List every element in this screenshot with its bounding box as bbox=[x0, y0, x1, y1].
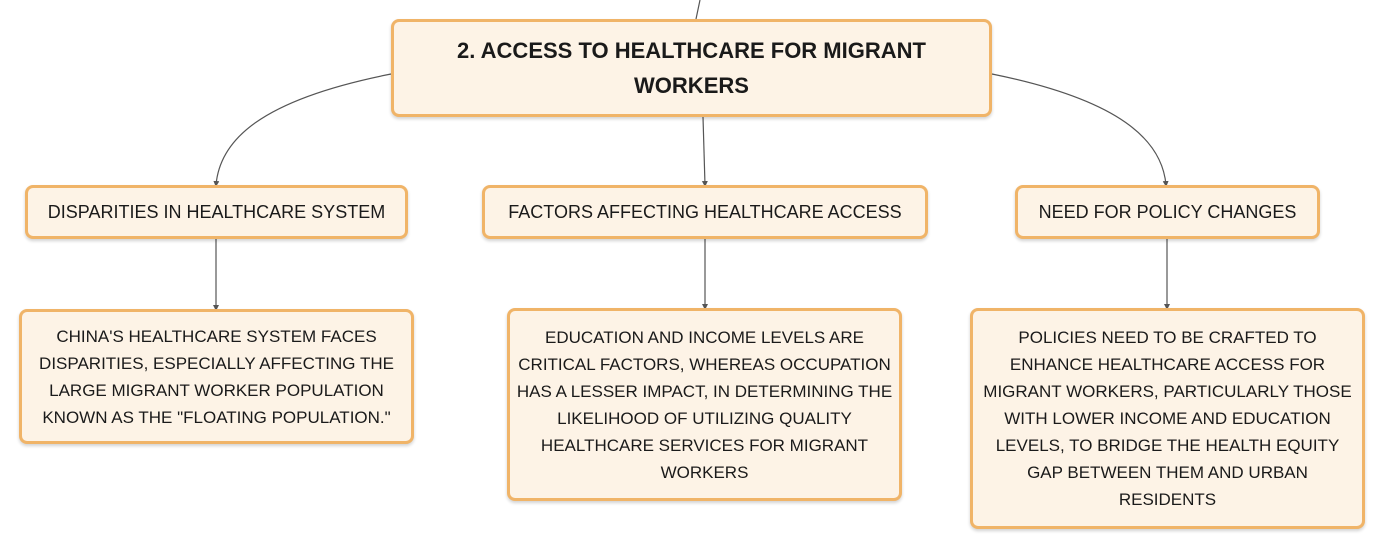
topic-disparities-node[interactable] bbox=[25, 185, 408, 239]
detail-factors-text: EDUCATION AND INCOME LEVELS ARE CRITICAL FACTORS, WHEREAS OCCUPATION HAS A LESSER IMPACT, IN DETERMINING THE LIKELIHOOD OF UTILIZING QUALITY HEALTHCARE SERVICES FOR MIGRANT WORKERS bbox=[516, 327, 893, 482]
topic-factors-label: FACTORS AFFECTING HEALTHCARE ACCESS bbox=[508, 202, 902, 222]
connector-root-to-disparities bbox=[216, 74, 391, 185]
root-topic-node[interactable] bbox=[391, 19, 992, 117]
detail-disparities-text: CHINA'S HEALTHCARE SYSTEM FACES DISPARITIES, ESPECIALLY AFFECTING THE LARGE MIGRANT WORKER POPULATION KNOWN AS THE "FLOATING POPULATION." bbox=[39, 326, 394, 427]
topic-factors-node[interactable] bbox=[482, 185, 928, 239]
topic-policy-node[interactable] bbox=[1015, 185, 1320, 239]
connector-root-to-policy bbox=[992, 74, 1166, 185]
topic-disparities-label: DISPARITIES IN HEALTHCARE SYSTEM bbox=[47, 202, 386, 222]
detail-policy-node[interactable] bbox=[970, 308, 1365, 529]
topic-policy-label: NEED FOR POLICY CHANGES bbox=[1038, 202, 1297, 222]
detail-disparities-node[interactable] bbox=[19, 309, 414, 444]
connector-parent-to-root bbox=[696, 0, 700, 19]
detail-policy-text: POLICIES NEED TO BE CRAFTED TO ENHANCE HEALTHCARE ACCESS FOR MIGRANT WORKERS, PARTICULARLY THOSE WITH LOWER INCOME AND EDUCATION LEVELS, TO BRIDGE THE HEALTH EQUITY GAP BETWEEN THEM AND URBAN RESIDENTS bbox=[983, 328, 1352, 509]
root-topic-title: 2. ACCESS TO HEALTHCARE FOR MIGRANT WORKERS bbox=[457, 38, 926, 98]
detail-factors-node[interactable] bbox=[507, 308, 902, 501]
connector-root-to-factors bbox=[703, 117, 705, 185]
